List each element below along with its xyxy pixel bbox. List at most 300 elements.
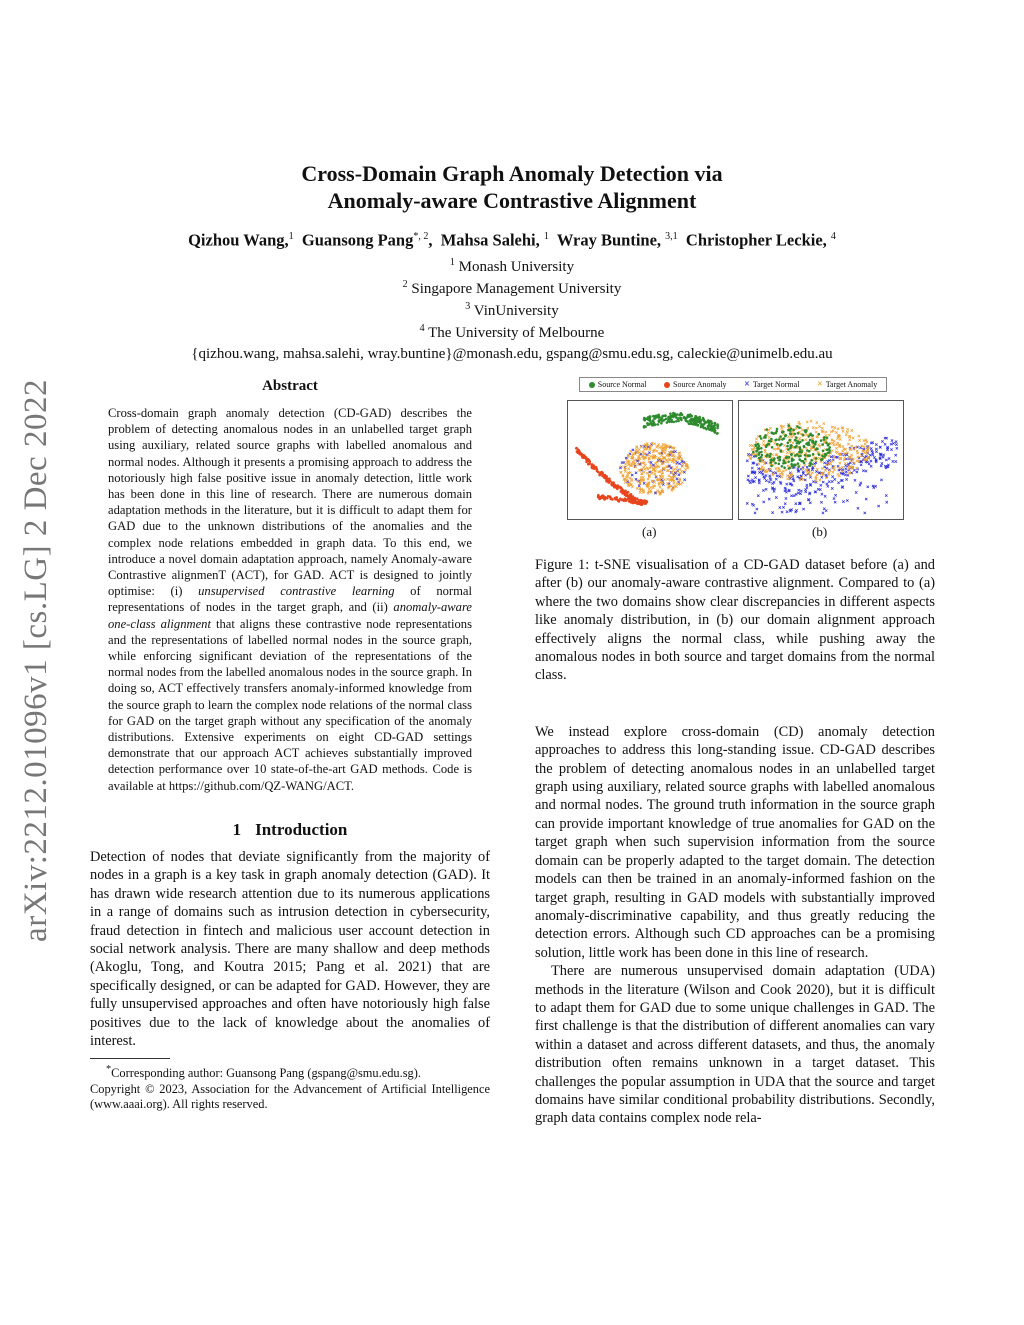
scatter-point: [818, 453, 821, 456]
scatter-cross: [668, 475, 670, 477]
scatter-cross: [881, 440, 883, 442]
scatter-point: [807, 444, 810, 447]
scatter-cross: [635, 446, 637, 448]
scatter-cross: [884, 443, 886, 445]
scatter-cross: [775, 472, 777, 474]
scatter-point: [788, 439, 791, 442]
scatter-point: [755, 450, 758, 453]
scatter-cross: [847, 443, 849, 445]
scatter-cross: [812, 480, 814, 482]
scatter-point: [755, 444, 758, 447]
scatter-point: [669, 412, 672, 415]
scatter-cross: [648, 461, 650, 463]
scatter-cross: [646, 467, 648, 469]
scatter-cross: [839, 462, 841, 464]
scatter-cross: [642, 491, 644, 493]
body-paragraph: There are numerous unsupervised domain adaptation (UDA) methods in the literature (Wilson and Cook 2020), but it is difficult to adapt them for GAD due to some unique challenges in GAD. The first challenge is that the distribution of different anomalies can vary within a dataset and across different datasets, and thus, the anomaly distribution often remains unknown in a target dataset. This challenges the popular assumption in UDA that the source and target domains have similar conditional probability distributions. Secondly, graph data contains complex node rela-: [535, 963, 935, 1127]
scatter-point: [803, 446, 806, 449]
author-name: Qizhou Wang,: [188, 230, 289, 250]
scatter-cross: [756, 508, 758, 510]
scatter-cross: [837, 428, 839, 430]
scatter-cross: [791, 484, 793, 486]
scatter-point: [781, 465, 784, 468]
scatter-cross: [856, 452, 858, 454]
scatter-point: [807, 435, 810, 438]
scatter-point: [609, 495, 612, 498]
scatter-cross: [775, 467, 777, 469]
scatter-cross: [800, 490, 802, 492]
scatter-cross: [751, 448, 753, 450]
scatter-point: [770, 438, 773, 441]
scatter-point: [765, 455, 768, 458]
scatter-point: [697, 424, 700, 427]
scatter-cross: [664, 452, 666, 454]
scatter-cross: [799, 493, 801, 495]
scatter-point: [575, 447, 578, 450]
scatter-point: [676, 413, 679, 416]
scatter-point: [823, 438, 826, 441]
corresponding-author-note: [90, 1062, 490, 1082]
scatter-point: [630, 501, 633, 504]
scatter-cross: [816, 436, 818, 438]
scatter-point: [827, 443, 830, 446]
scatter-cross: [684, 468, 686, 470]
footnote-text: Corresponding author: Guansong Pang (gspang@smu.edu.sg).: [111, 1066, 421, 1081]
scatter-point: [807, 441, 810, 444]
scatter-cross: [624, 481, 626, 483]
tsne-plot-b: [739, 401, 903, 519]
scatter-point: [690, 418, 693, 421]
scatter-point: [712, 430, 715, 433]
scatter-cross: [870, 447, 872, 449]
scatter-cross: [822, 512, 824, 514]
scatter-point: [663, 419, 666, 422]
scatter-cross: [818, 425, 820, 427]
scatter-cross: [639, 491, 641, 493]
scatter-point: [585, 458, 588, 461]
scatter-cross: [831, 426, 833, 428]
arxiv-identifier-text: arXiv:2212.01096v1 [cs.LG] 2 Dec 2022: [17, 378, 54, 942]
scatter-point: [675, 416, 678, 419]
affiliation: [0, 254, 1024, 276]
scatter-cross: [761, 465, 763, 467]
scatter-point: [714, 424, 717, 427]
scatter-cross: [809, 474, 811, 476]
scatter-cross: [842, 445, 844, 447]
scatter-point: [678, 417, 681, 420]
scatter-cross: [833, 497, 835, 499]
scatter-cross: [798, 489, 800, 491]
scatter-cross: [795, 428, 797, 430]
scatter-point: [635, 501, 638, 504]
scatter-cross: [855, 491, 857, 493]
section-heading-introduction: [90, 820, 490, 840]
scatter-point: [630, 493, 633, 496]
scatter-cross: [799, 437, 801, 439]
affiliation-sup: 4: [419, 322, 425, 334]
scatter-cross: [845, 433, 847, 435]
scatter-cross: [786, 511, 788, 513]
scatter-cross: [816, 421, 818, 423]
scatter-cross: [860, 464, 862, 466]
scatter-cross: [650, 464, 652, 466]
scatter-cross: [831, 480, 833, 482]
scatter-point: [798, 426, 801, 429]
scatter-point: [768, 443, 771, 446]
scatter-cross: [767, 431, 769, 433]
scatter-cross: [752, 504, 754, 506]
abstract-body: [108, 405, 472, 794]
scatter-point: [797, 465, 800, 468]
scatter-point: [793, 463, 796, 466]
scatter-point: [764, 434, 767, 437]
scatter-cross: [859, 484, 861, 486]
affiliation-name: The University of Melbourne: [428, 324, 605, 341]
scatter-point: [803, 462, 806, 465]
scatter-cross: [762, 489, 764, 491]
scatter-point: [828, 446, 831, 449]
legend-label: Target Anomaly: [825, 380, 878, 389]
scatter-point: [621, 488, 624, 491]
scatter-point: [826, 437, 829, 440]
scatter-point: [811, 441, 814, 444]
scatter-cross: [774, 442, 776, 444]
abstract-text: Cross-domain graph anomaly detection (CD-GAD) describes the problem of detecting anomalous nodes in an unlabelled target graph using auxiliary, related source graphs with labelled anomalous and normal nodes. Although it presents a promising approach to address the notoriously high false positive issue in anomaly detection, little work has been done in this line of research. There are numerous domain adaptation methods in the literature, but it is difficult to adapt them for GAD due to the unknown distributions of the anomalies and the complex node relations embedded in graph data. To this end, we introduce a novel domain adaptation approach, namely Anomaly-aware Contrastive alignmenT (ACT), for GAD. ACT is designed to jointly optimise: (i): [108, 406, 472, 599]
section-number: 1: [232, 819, 242, 839]
scatter-point: [817, 433, 820, 436]
scatter-point: [825, 442, 828, 445]
scatter-cross: [816, 474, 818, 476]
scatter-point: [784, 435, 787, 438]
scatter-point: [701, 423, 704, 426]
scatter-cross: [835, 431, 837, 433]
affiliation-name: Monash University: [458, 258, 575, 275]
scatter-cross: [757, 495, 759, 497]
title-line-2: Anomaly-aware Contrastive Alignment: [327, 188, 697, 213]
scatter-cross: [821, 476, 823, 478]
right-body: [535, 723, 935, 1128]
scatter-point: [658, 420, 661, 423]
scatter-point: [808, 450, 811, 453]
paper-title: [0, 160, 1024, 214]
scatter-cross: [829, 469, 831, 471]
scatter-cross: [673, 482, 675, 484]
scatter-cross: [857, 507, 859, 509]
scatter-cross: [681, 481, 683, 483]
scatter-cross: [768, 436, 770, 438]
scatter-point: [799, 446, 802, 449]
scatter-cross: [775, 496, 777, 498]
scatter-cross: [826, 483, 828, 485]
scatter-point: [765, 445, 768, 448]
scatter-point: [700, 426, 703, 429]
legend-cross-icon: ×: [744, 378, 750, 390]
scatter-point: [769, 453, 772, 456]
scatter-cross: [628, 468, 630, 470]
scatter-cross: [813, 465, 815, 467]
scatter-point: [619, 498, 622, 501]
scatter-cross: [851, 445, 853, 447]
scatter-cross: [749, 444, 751, 446]
scatter-point: [759, 459, 762, 462]
scatter-cross: [873, 456, 875, 458]
scatter-cross: [795, 493, 797, 495]
scatter-cross: [863, 439, 865, 441]
scatter-point: [713, 427, 716, 430]
scatter-point: [801, 450, 804, 453]
scatter-point: [667, 419, 670, 422]
scatter-point: [660, 422, 663, 425]
scatter-cross: [857, 456, 859, 458]
scatter-cross: [751, 479, 753, 481]
scatter-point: [800, 460, 803, 463]
body-paragraph: Detection of nodes that deviate significantly from the majority of nodes in a graph is a key task in graph anomaly detection (GAD). It has drawn wide research attention due to its numerous applications in a range of domains such as intrusion detection in cybersecurity, fraud detection in fintech and malicious user account detection in social network analysis. There are many shallow and deep methods (Akoglu, Tong, and Koutra 2015; Pang et al. 2021) that are specifically designed, or can be adapted for GAD. However, they are fully unsupervised approaches and often have notoriously high false positives due to the lack of knowledge about the anomalies of interest.: [90, 848, 490, 1049]
scatter-point: [801, 439, 804, 442]
scatter-point: [639, 501, 642, 504]
scatter-cross: [894, 454, 896, 456]
scatter-point: [606, 497, 609, 500]
scatter-cross: [786, 451, 788, 453]
scatter-cross: [843, 456, 845, 458]
scatter-cross: [839, 438, 841, 440]
scatter-point: [782, 459, 785, 462]
scatter-cross: [880, 479, 882, 481]
scatter-cross: [648, 452, 650, 454]
scatter-point: [593, 467, 596, 470]
scatter-cross: [746, 502, 748, 504]
scatter-cross: [621, 461, 623, 463]
scatter-point: [790, 453, 793, 456]
scatter-cross: [844, 448, 846, 450]
scatter-cross: [807, 427, 809, 429]
scatter-point: [761, 454, 764, 457]
scatter-cross: [821, 493, 823, 495]
scatter-cross: [845, 464, 847, 466]
scatter-cross: [844, 462, 846, 464]
author-affil-sup: 3,1: [665, 231, 678, 242]
scatter-point: [822, 450, 825, 453]
scatter-cross: [891, 439, 893, 441]
scatter-cross: [831, 439, 833, 441]
scatter-cross: [895, 460, 897, 462]
scatter-cross: [892, 442, 894, 444]
scatter-cross: [841, 466, 843, 468]
scatter-point: [604, 475, 607, 478]
scatter-cross: [771, 511, 773, 513]
scatter-cross: [870, 465, 872, 467]
scatter-cross: [862, 470, 864, 472]
scatter-cross: [755, 441, 757, 443]
scatter-cross: [821, 467, 823, 469]
body-paragraph: We instead explore cross-domain (CD) anomaly detection approaches to address this long-standing issue. CD-GAD describes the problem of detecting anomalous nodes in an unlabelled target graph using auxiliary, related source graphs with labelled anomalous and normal nodes. The ground truth information in the source graph can provide important knowledge of true anomalies for GAD on the target graph when such supervision information from the source domain can be properly adapted to the target domain. The detection models can then be trained in an anomaly-informed fashion on the target graph, resulting in GAD models with substantially improved anomaly-discriminative capability, and thus greatly reducing the detection errors. Although such CD approaches can be a promising solution, little work has been done in this line of research.: [535, 723, 935, 961]
scatter-cross: [747, 475, 749, 477]
scatter-cross: [835, 450, 837, 452]
scatter-cross: [834, 426, 836, 428]
scatter-cross: [825, 509, 827, 511]
scatter-cross: [881, 462, 883, 464]
scatter-point: [643, 502, 646, 505]
scatter-point: [781, 431, 784, 434]
scatter-point: [687, 414, 690, 417]
scatter-cross: [842, 427, 844, 429]
scatter-cross: [635, 478, 637, 480]
scatter-point: [653, 417, 656, 420]
scatter-cross: [789, 482, 791, 484]
scatter-cross: [831, 460, 833, 462]
scatter-point: [758, 453, 761, 456]
scatter-point: [795, 436, 798, 439]
subfigure-label-a: (a): [642, 524, 657, 539]
scatter-point: [787, 424, 790, 427]
scatter-cross: [755, 438, 757, 440]
scatter-cross: [678, 474, 680, 476]
affiliation-sup: 1: [449, 256, 455, 268]
scatter-cross: [751, 467, 753, 469]
author-affil-sup: 1: [288, 231, 294, 242]
affiliation-sup: 3: [465, 300, 471, 312]
footnote-divider: [90, 1058, 170, 1059]
scatter-cross: [683, 471, 685, 473]
scatter-point: [648, 416, 651, 419]
scatter-point: [626, 498, 629, 501]
scatter-cross: [851, 429, 853, 431]
scatter-point: [624, 490, 627, 493]
scatter-point: [788, 467, 791, 470]
scatter-point: [672, 412, 675, 415]
affiliation-name: Singapore Management University: [411, 280, 622, 297]
legend-label: Source Anomaly: [673, 380, 727, 389]
scatter-cross: [633, 460, 635, 462]
scatter-point: [780, 450, 783, 453]
scatter-cross: [806, 484, 808, 486]
scatter-cross: [746, 460, 748, 462]
scatter-cross: [787, 435, 789, 437]
scatter-cross: [762, 440, 764, 442]
scatter-cross: [832, 471, 834, 473]
scatter-point: [677, 420, 680, 423]
scatter-cross: [644, 464, 646, 466]
affiliation: [0, 298, 1024, 320]
abstract-heading: Abstract: [262, 378, 318, 394]
scatter-cross: [884, 437, 886, 439]
scatter-point: [797, 432, 800, 435]
legend-cross-icon: ×: [816, 378, 823, 390]
scatter-cross: [875, 443, 877, 445]
section-title: Introduction: [255, 819, 348, 839]
scatter-cross: [765, 479, 767, 481]
introduction-body: [90, 848, 490, 1050]
scatter-cross: [785, 469, 787, 471]
scatter-point: [643, 418, 646, 421]
scatter-cross: [856, 467, 858, 469]
scatter-point: [673, 421, 676, 424]
scatter-cross: [673, 455, 675, 457]
scatter-cross: [895, 440, 897, 442]
scatter-cross: [656, 446, 658, 448]
scatter-point: [776, 428, 779, 431]
scatter-cross: [659, 486, 661, 488]
scatter-point: [820, 458, 823, 461]
scatter-point: [797, 462, 800, 465]
scatter-point: [810, 463, 813, 466]
scatter-point: [828, 451, 831, 454]
scatter-point: [650, 421, 653, 424]
scatter-point: [820, 439, 823, 442]
scatter-point: [675, 420, 678, 423]
scatter-point: [821, 443, 824, 446]
scatter-point: [710, 420, 713, 423]
affiliation-name: VinUniversity: [473, 302, 559, 319]
scatter-point: [614, 498, 617, 501]
scatter-cross: [768, 481, 770, 483]
scatter-cross: [827, 485, 829, 487]
scatter-point: [775, 430, 778, 433]
scatter-point: [652, 424, 655, 427]
scatter-cross: [638, 448, 640, 450]
scatter-cross: [828, 455, 830, 457]
scatter-cross: [669, 459, 671, 461]
scatter-cross: [842, 430, 844, 432]
scatter-cross: [674, 450, 676, 452]
scatter-cross: [806, 486, 808, 488]
legend-dot-icon: [589, 382, 595, 388]
tsne-panel-a: [567, 400, 733, 520]
scatter-cross: [858, 439, 860, 441]
scatter-point: [821, 455, 824, 458]
scatter-point: [788, 456, 791, 459]
scatter-point: [774, 462, 777, 465]
scatter-point: [791, 458, 794, 461]
scatter-cross: [842, 500, 844, 502]
scatter-point: [791, 465, 794, 468]
scatter-cross: [754, 512, 756, 514]
right-column: [535, 372, 935, 1128]
scatter-point: [664, 415, 667, 418]
scatter-cross: [880, 465, 882, 467]
left-column: [90, 378, 490, 1113]
scatter-point: [591, 466, 594, 469]
title-line-1: Cross-Domain Graph Anomaly Detection via: [301, 161, 723, 186]
scatter-cross: [676, 478, 678, 480]
scatter-point: [716, 425, 719, 428]
scatter-cross: [663, 478, 665, 480]
scatter-point: [794, 433, 797, 436]
scatter-cross: [779, 506, 781, 508]
scatter-cross: [792, 441, 794, 443]
scatter-cross: [888, 457, 890, 459]
scatter-cross: [823, 422, 825, 424]
author-name: Guansong Pang: [301, 230, 414, 250]
scatter-point: [778, 463, 781, 466]
scatter-cross: [833, 440, 835, 442]
scatter-point: [771, 446, 774, 449]
scatter-cross: [810, 420, 812, 422]
scatter-cross: [631, 474, 633, 476]
author-name: Wray Buntine,: [556, 230, 662, 250]
scatter-point: [770, 465, 773, 468]
scatter-cross: [647, 478, 649, 480]
scatter-cross: [846, 431, 848, 433]
scatter-cross: [624, 470, 626, 472]
scatter-cross: [630, 450, 632, 452]
scatter-point: [809, 433, 812, 436]
scatter-point: [752, 451, 755, 454]
scatter-point: [616, 487, 619, 490]
affiliations: [0, 254, 1024, 342]
scatter-point: [795, 439, 798, 442]
author-name: Mahsa Salehi,: [440, 230, 540, 250]
scatter-point: [779, 435, 782, 438]
